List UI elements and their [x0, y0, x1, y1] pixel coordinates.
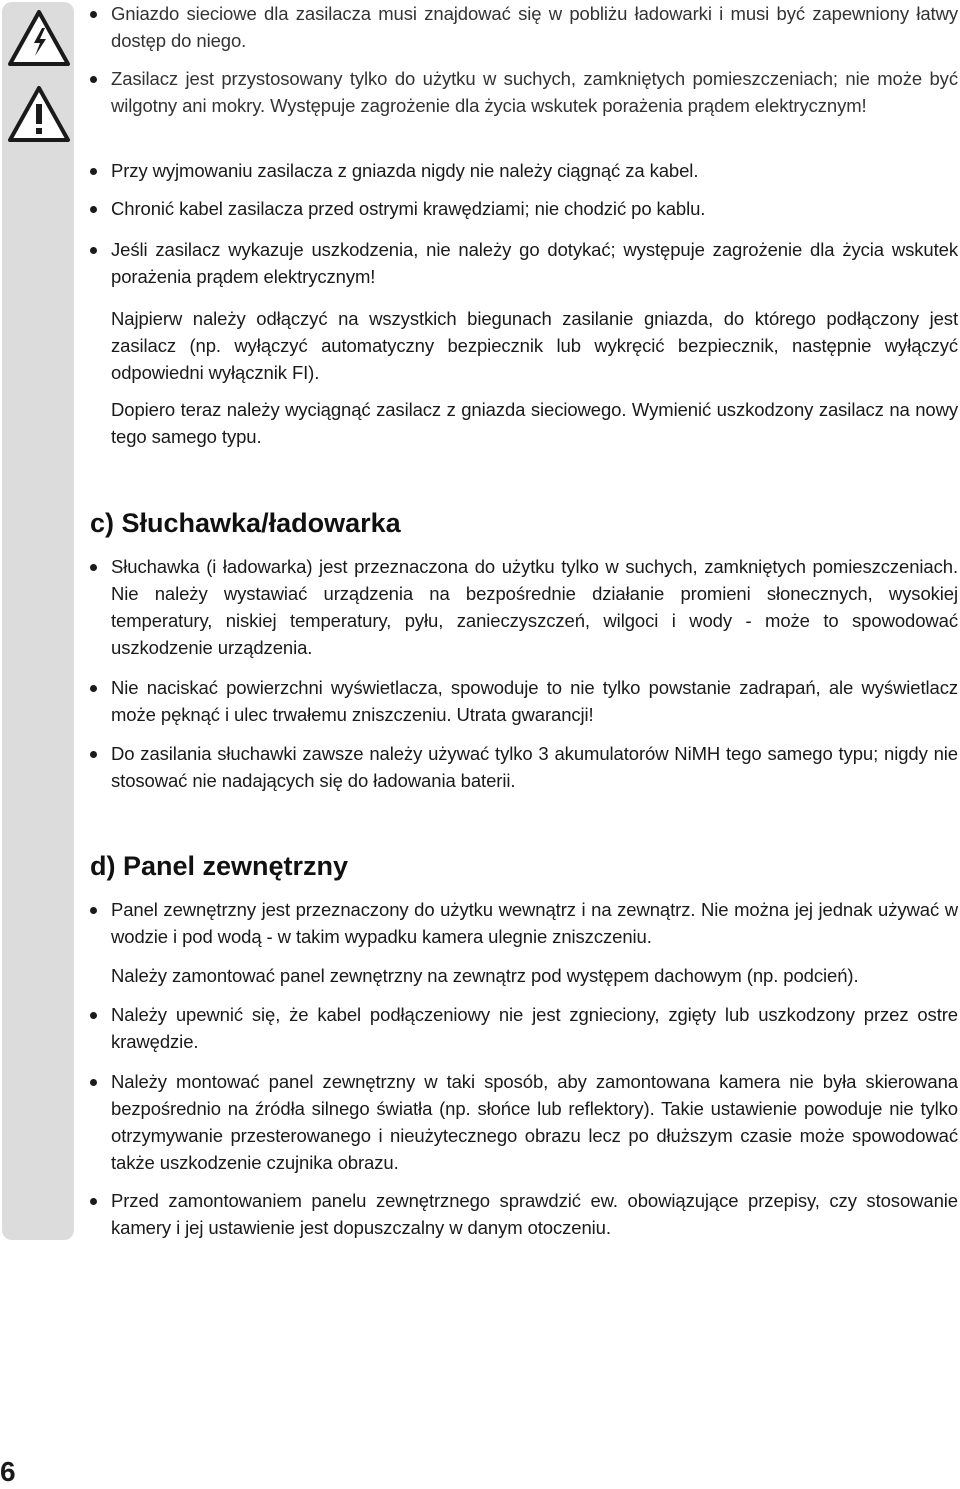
list-item-text: Do zasilania słuchawki zawsze należy używać tylko 3 akumulatorów NiMH tego samego typu; nigdy nie stosować nie nadających się do ładowania baterii. — [111, 743, 958, 791]
paragraph-text: Należy zamontować panel zewnętrzny na zewnątrz pod występem dachowym (np. podcień). — [111, 965, 859, 986]
list-item-text: Jeśli zasilacz wykazuje uszkodzenia, nie należy go dotykać; występuje zagrożenie dla życia wskutek porażenia prądem elektrycznym! — [111, 239, 958, 287]
list-item-text: Przed zamontowaniem panelu zewnętrznego sprawdzić ew. obowiązujące przepisy, czy stosowanie kamery i jej ustawienie jest dopuszczalny w danym otoczeniu. — [111, 1190, 958, 1238]
list-item-text: Słuchawka (i ładowarka) jest przeznaczona do użytku tylko w suchych, zamkniętych pomieszczeniach. Nie należy wystawiać urządzenia na bezpośrednie działanie promieni słonecznych, wysokiej temperatury, niskiej temperatury, pyłu, zanieczyszczeń, wilgoci i wody - może to spowodować uszkodzenie urządzenia. — [111, 556, 958, 658]
list-item — [90, 65, 958, 119]
list-item — [90, 896, 958, 950]
list-item-text: Należy upewnić się, że kabel podłączeniowy nie jest zgnieciony, zgięty lub uszkodzony przez ostre krawędzie. — [111, 1004, 958, 1052]
list-item — [90, 1068, 958, 1176]
warning-sidebar — [2, 2, 74, 1240]
list-item-text: Należy montować panel zewnętrzny w taki sposób, aby zamontowana kamera nie była skierowana bezpośrednio na źródła silnego światła (np. słońce lub reflektory). Takie ustawienie powoduje nie tylko otrzymywanie przesterowanego i nieużytecznego obrazu lecz po dłuższym czasie może spowodować także uszkodzenie czujnika obrazu. — [111, 1071, 958, 1173]
list-item — [90, 0, 958, 54]
list-item-text: Panel zewnętrzny jest przeznaczony do użytku wewnątrz i na zewnątrz. Nie można jej jednak używać w wodzie i pod wodą - w takim wypadku kamera ulegnie zniszczeniu. — [111, 899, 958, 947]
list-item — [90, 740, 958, 794]
list-item — [90, 157, 958, 184]
paragraph-text: Najpierw należy odłączyć na wszystkich biegunach zasilanie gniazda, do którego podłączony jest zasilacz (np. wyłączyć automatyczny bezpiecznik lub wykręcić bezpiecznik, następnie wyłączyć odpowiedni wyłącznik FI). — [111, 308, 958, 383]
list-item — [90, 553, 958, 661]
list-item — [90, 195, 958, 222]
list-item — [90, 674, 958, 728]
list-item — [90, 1187, 958, 1241]
list-item-text: Przy wyjmowaniu zasilacza z gniazda nigdy nie należy ciągnąć za kabel. — [111, 160, 699, 181]
paragraph — [90, 305, 958, 386]
page-number: 6 — [0, 1456, 16, 1487]
electric-shock-warning-icon — [6, 8, 72, 68]
section-heading: c) Słuchawka/ładowarka — [90, 508, 401, 538]
list-item — [90, 236, 958, 290]
list-item — [90, 1001, 958, 1055]
list-item-text: Chronić kabel zasilacza przed ostrymi krawędziami; nie chodzić po kablu. — [111, 198, 706, 219]
section-heading: d) Panel zewnętrzny — [90, 851, 349, 881]
list-item-text: Zasilacz jest przystosowany tylko do użytku w suchych, zamkniętych pomieszczeniach; nie może być wilgotny ani mokry. Występuje zagrożenie dla życia wskutek porażenia prądem elektrycznym! — [111, 68, 958, 116]
paragraph — [90, 962, 958, 989]
paragraph-text: Dopiero teraz należy wyciągnąć zasilacz z gniazda sieciowego. Wymienić uszkodzony zasilacz na nowy tego samego typu. — [111, 399, 958, 447]
list-item-text: Gniazdo sieciowe dla zasilacza musi znajdować się w pobliżu ładowarki i musi być zapewniony łatwy dostęp do niego. — [111, 3, 958, 51]
list-item-text: Nie naciskać powierzchni wyświetlacza, spowoduje to nie tylko powstanie zadrapań, ale wyświetlacz może pęknąć i ulec trwałemu zniszczeniu. Utrata gwarancji! — [111, 677, 958, 725]
paragraph — [90, 396, 958, 450]
exclamation-warning-icon — [6, 84, 72, 144]
